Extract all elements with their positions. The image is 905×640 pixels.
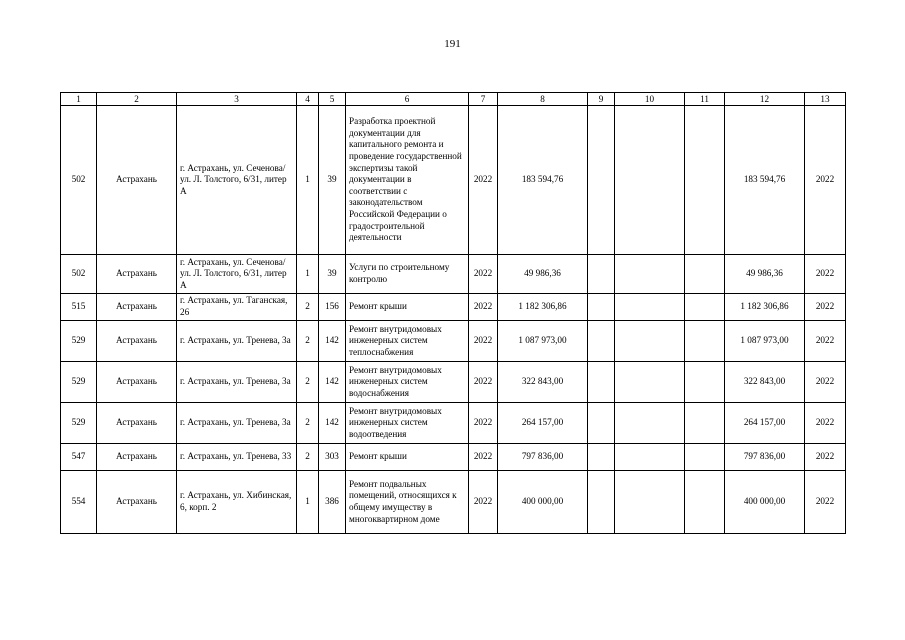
funds-cell: 49 986,36 — [725, 255, 805, 294]
city-cell: Астрахань — [97, 255, 177, 294]
table-row — [61, 471, 846, 534]
total-cost-cell: 797 836,00 — [498, 444, 588, 471]
column-header: 1 — [61, 93, 97, 106]
year-cell: 2022 — [469, 294, 498, 321]
total-cost-cell: 400 000,00 — [498, 471, 588, 534]
col4-cell: 1 — [297, 471, 319, 534]
year-cell: 2022 — [469, 362, 498, 403]
total-cost-cell: 1 182 306,86 — [498, 294, 588, 321]
total-cost-cell: 1 087 973,00 — [498, 321, 588, 362]
year-cell: 2022 — [469, 471, 498, 534]
address-cell: г. Астрахань, ул. Сеченова/ ул. Л. Толстого, 6/31, литер А — [177, 106, 297, 255]
col4-cell: 2 — [297, 294, 319, 321]
col9-cell — [588, 362, 615, 403]
row-number-cell: 502 — [61, 255, 97, 294]
funds-cell: 322 843,00 — [725, 362, 805, 403]
column-header: 6 — [346, 93, 469, 106]
work-type-cell: Ремонт крыши — [346, 444, 469, 471]
row-number-cell: 502 — [61, 106, 97, 255]
year-cell: 2022 — [469, 403, 498, 444]
column-number-row — [61, 93, 846, 106]
table-row — [61, 403, 846, 444]
year-cell: 2022 — [469, 444, 498, 471]
completion-year-cell: 2022 — [805, 321, 846, 362]
col9-cell — [588, 471, 615, 534]
col5-cell: 386 — [319, 471, 346, 534]
address-cell: г. Астрахань, ул. Тренева, 3а — [177, 403, 297, 444]
col9-cell — [588, 403, 615, 444]
table-row — [61, 255, 846, 294]
col11-cell — [685, 444, 725, 471]
completion-year-cell: 2022 — [805, 444, 846, 471]
col4-cell: 2 — [297, 321, 319, 362]
city-cell: Астрахань — [97, 403, 177, 444]
address-cell: г. Астрахань, ул. Тренева, 3а — [177, 362, 297, 403]
city-cell: Астрахань — [97, 106, 177, 255]
funds-cell: 1 087 973,00 — [725, 321, 805, 362]
col10-cell — [615, 471, 685, 534]
funds-cell: 400 000,00 — [725, 471, 805, 534]
col9-cell — [588, 444, 615, 471]
address-cell: г. Астрахань, ул. Хибинская, 6, корп. 2 — [177, 471, 297, 534]
address-cell: г. Астрахань, ул. Таганская, 26 — [177, 294, 297, 321]
funds-cell: 797 836,00 — [725, 444, 805, 471]
address-cell: г. Астрахань, ул. Сеченова/ ул. Л. Толстого, 6/31, литер А — [177, 255, 297, 294]
row-number-cell: 554 — [61, 471, 97, 534]
column-header: 2 — [97, 93, 177, 106]
col4-cell: 2 — [297, 403, 319, 444]
total-cost-cell: 183 594,76 — [498, 106, 588, 255]
completion-year-cell: 2022 — [805, 471, 846, 534]
col11-cell — [685, 403, 725, 444]
completion-year-cell: 2022 — [805, 255, 846, 294]
work-type-cell: Ремонт крыши — [346, 294, 469, 321]
column-header: 4 — [297, 93, 319, 106]
completion-year-cell: 2022 — [805, 294, 846, 321]
table-row — [61, 106, 846, 255]
completion-year-cell: 2022 — [805, 362, 846, 403]
column-header: 13 — [805, 93, 846, 106]
city-cell: Астрахань — [97, 362, 177, 403]
col10-cell — [615, 362, 685, 403]
address-cell: г. Астрахань, ул. Тренева, 3а — [177, 321, 297, 362]
col11-cell — [685, 255, 725, 294]
funds-cell: 264 157,00 — [725, 403, 805, 444]
col4-cell: 2 — [297, 444, 319, 471]
row-number-cell: 515 — [61, 294, 97, 321]
year-cell: 2022 — [469, 255, 498, 294]
col11-cell — [685, 362, 725, 403]
work-type-cell: Ремонт внутридомовых инженерных систем водоснабжения — [346, 362, 469, 403]
col11-cell — [685, 471, 725, 534]
col5-cell: 303 — [319, 444, 346, 471]
year-cell: 2022 — [469, 321, 498, 362]
table-row — [61, 362, 846, 403]
column-header: 10 — [615, 93, 685, 106]
table-row — [61, 294, 846, 321]
col11-cell — [685, 106, 725, 255]
col9-cell — [588, 321, 615, 362]
col9-cell — [588, 255, 615, 294]
city-cell: Астрахань — [97, 444, 177, 471]
column-header: 8 — [498, 93, 588, 106]
col10-cell — [615, 255, 685, 294]
col11-cell — [685, 321, 725, 362]
col5-cell: 142 — [319, 321, 346, 362]
col5-cell: 142 — [319, 362, 346, 403]
col10-cell — [615, 106, 685, 255]
city-cell: Астрахань — [97, 321, 177, 362]
total-cost-cell: 322 843,00 — [498, 362, 588, 403]
col5-cell: 39 — [319, 106, 346, 255]
row-number-cell: 529 — [61, 362, 97, 403]
column-header: 5 — [319, 93, 346, 106]
column-header: 7 — [469, 93, 498, 106]
col5-cell: 156 — [319, 294, 346, 321]
column-header: 11 — [685, 93, 725, 106]
city-cell: Астрахань — [97, 471, 177, 534]
col9-cell — [588, 294, 615, 321]
work-type-cell: Ремонт внутридомовых инженерных систем теплоснабжения — [346, 321, 469, 362]
total-cost-cell: 49 986,36 — [498, 255, 588, 294]
completion-year-cell: 2022 — [805, 106, 846, 255]
col11-cell — [685, 294, 725, 321]
repair-register-table — [60, 92, 846, 534]
col10-cell — [615, 403, 685, 444]
completion-year-cell: 2022 — [805, 403, 846, 444]
year-cell: 2022 — [469, 106, 498, 255]
col5-cell: 39 — [319, 255, 346, 294]
address-cell: г. Астрахань, ул. Тренева, 33 — [177, 444, 297, 471]
work-type-cell: Услуги по строительному контролю — [346, 255, 469, 294]
col4-cell: 2 — [297, 362, 319, 403]
work-type-cell: Ремонт внутридомовых инженерных систем водоотведения — [346, 403, 469, 444]
col4-cell: 1 — [297, 255, 319, 294]
page-number: 191 — [444, 38, 461, 50]
col10-cell — [615, 294, 685, 321]
col5-cell: 142 — [319, 403, 346, 444]
row-number-cell: 529 — [61, 321, 97, 362]
row-number-cell: 547 — [61, 444, 97, 471]
city-cell: Астрахань — [97, 294, 177, 321]
row-number-cell: 529 — [61, 403, 97, 444]
column-header: 9 — [588, 93, 615, 106]
funds-cell: 183 594,76 — [725, 106, 805, 255]
table-row — [61, 444, 846, 471]
col4-cell: 1 — [297, 106, 319, 255]
funds-cell: 1 182 306,86 — [725, 294, 805, 321]
work-type-cell: Ремонт подвальных помещений, относящихся к общему имуществу в многоквартирном доме — [346, 471, 469, 534]
total-cost-cell: 264 157,00 — [498, 403, 588, 444]
col9-cell — [588, 106, 615, 255]
col10-cell — [615, 321, 685, 362]
table-row — [61, 321, 846, 362]
column-header: 12 — [725, 93, 805, 106]
column-header: 3 — [177, 93, 297, 106]
work-type-cell: Разработка проектной документации для капитального ремонта и проведение государственной экспертизы такой документации в соответствии с законодательством Российской Федерации о градостроительной деятельности — [346, 106, 469, 255]
col10-cell — [615, 444, 685, 471]
